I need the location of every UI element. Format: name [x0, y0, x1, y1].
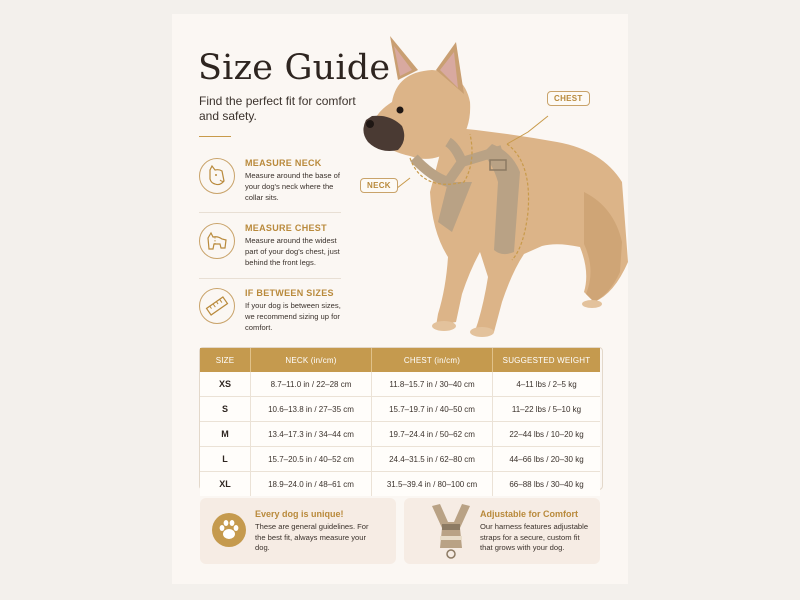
note-every-dog-unique — [200, 498, 396, 564]
chest-cell: 15.7–19.7 in / 40–50 cm — [372, 397, 493, 422]
step-title: MEASURE NECK — [245, 158, 322, 168]
neck-cell: 13.4–17.3 in / 34–44 cm — [251, 422, 372, 447]
column-header-weight: SUGGESTED WEIGHT — [493, 348, 601, 372]
neck-cell: 18.9–24.0 in / 48–61 cm — [251, 472, 372, 497]
divider — [199, 278, 341, 279]
step-text: If your dog is between sizes, we recommend sizing up for comfort. — [245, 301, 341, 332]
step-title: IF BETWEEN SIZES — [245, 288, 334, 298]
weight-cell: 22–44 lbs / 10–20 kg — [493, 422, 601, 447]
chest-cell: 19.7–24.4 in / 50–62 cm — [372, 422, 493, 447]
size-table — [200, 348, 600, 496]
size-cell: XS — [200, 372, 251, 397]
dog-head-icon — [199, 158, 235, 194]
note-title: Adjustable for Comfort — [480, 509, 578, 519]
column-header-size: SIZE — [200, 348, 251, 372]
note-text: These are general guidelines. For the best fit, always measure your dog. — [255, 522, 369, 552]
table-header-row — [200, 348, 600, 372]
weight-cell: 44–66 lbs / 20–30 kg — [493, 447, 601, 472]
step-title: MEASURE CHEST — [245, 223, 327, 233]
step-measure-neck — [199, 158, 341, 210]
page-subtitle: Find the perfect fit for comfort and safety. — [199, 94, 356, 123]
table-row — [200, 447, 600, 472]
chest-cell: 31.5–39.4 in / 80–100 cm — [372, 472, 493, 497]
column-header-chest: CHEST (in/cm) — [372, 348, 493, 372]
ruler-icon — [199, 288, 235, 324]
chest-cell: 24.4–31.5 in / 62–80 cm — [372, 447, 493, 472]
paw-icon — [211, 512, 247, 548]
step-text: Measure around the widest part of your dog's chest, just behind the front legs. — [245, 236, 340, 267]
harness-icon — [426, 502, 476, 562]
chest-callout: CHEST — [547, 91, 590, 106]
dog-chest-icon — [199, 223, 235, 259]
size-cell: S — [200, 397, 251, 422]
chest-cell: 11.8–15.7 in / 30–40 cm — [372, 372, 493, 397]
neck-cell: 10.6–13.8 in / 27–35 cm — [251, 397, 372, 422]
size-cell: M — [200, 422, 251, 447]
note-adjustable-comfort — [404, 498, 600, 564]
step-text: Measure around the base of your dog's neck where the collar sits. — [245, 171, 340, 202]
step-measure-chest — [199, 223, 341, 279]
weight-cell: 4–11 lbs / 2–5 kg — [493, 372, 601, 397]
step-between-sizes — [199, 288, 341, 340]
note-text: Our harness features adjustable straps for a secure, custom fit that grows with your dog. — [480, 522, 589, 552]
neck-cell: 15.7–20.5 in / 40–52 cm — [251, 447, 372, 472]
size-guide-card — [172, 14, 628, 584]
weight-cell: 66–88 lbs / 30–40 kg — [493, 472, 601, 497]
weight-cell: 11–22 lbs / 5–10 kg — [493, 397, 601, 422]
size-cell: XL — [200, 472, 251, 497]
note-title: Every dog is unique! — [255, 509, 344, 519]
neck-callout: NECK — [360, 178, 398, 193]
size-cell: L — [200, 447, 251, 472]
table-row — [200, 397, 600, 422]
page-title: Size Guide — [198, 48, 391, 88]
title-divider — [199, 136, 231, 137]
table-row — [200, 372, 600, 397]
neck-cell: 8.7–11.0 in / 22–28 cm — [251, 372, 372, 397]
divider — [199, 212, 341, 213]
table-row — [200, 422, 600, 447]
table-row — [200, 472, 600, 497]
column-header-neck: NECK (in/cm) — [251, 348, 372, 372]
